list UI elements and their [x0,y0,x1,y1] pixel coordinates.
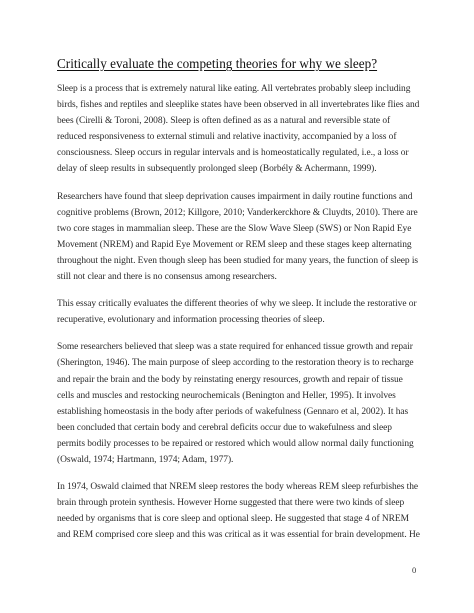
text-line: cells and muscles and restocking neurochemicals (Benington and Heller, 1995). It involves [57,390,396,401]
text-line: and repair the brain and the body by reinstating energy resources, growth and repair of tissue [57,374,403,385]
text-line: throughout the night. Even though sleep has been studied for many years, the function of sleep is [57,255,419,266]
text-line: (Sherington, 1946). The main purpose of sleep according to the restoration theory is to recharge [57,358,414,369]
text-line: Some researchers believed that sleep was a state required for enhanced tissue growth and repair [57,342,413,353]
text-line: and REM comprised core sleep and this was critical as it was essential for brain development. He [57,530,420,541]
text-line: still not clear and there is no consensus among researchers. [57,272,277,283]
text-line: birds, fishes and reptiles and sleeplike states have been observed in all invertebrates like flies and [57,100,420,111]
text-line: In 1974, Oswald claimed that NREM sleep restores the body whereas REM sleep refurbishes the [57,482,419,493]
text-line: This essay critically evaluates the different theories of why we sleep. It include the restorative or [57,299,417,310]
text-line: two core stages in mammalian sleep. These are the Slow Wave Sleep (SWS) or Non Rapid Eye [57,223,412,234]
paragraph-introduction [57,81,429,178]
text-line: (Oswald, 1974; Hartmann, 1974; Adam, 1977). [57,454,234,465]
text-line: Sleep is a process that is extremely natural like eating. All vertebrates probably sleep including [57,84,411,94]
text-line: Researchers have found that sleep deprivation causes impairment in daily routine functions and [57,191,413,202]
text-line: Movement (NREM) and Rapid Eye Movement or REM sleep and these stages keep alternating [57,239,412,250]
text-line: cognitive problems (Brown, 2012; Killgore, 2010; Vanderkerckhore & Cluydts, 2010). There are [57,207,418,218]
essay-title: Critically evaluate the competing theories for why we sleep? [57,56,378,71]
paragraph-sleep-stages [57,189,429,286]
text-line: been concluded that certain body and cerebral deficits occur due to wakefulness and sleep [57,422,392,433]
text-line: delay of sleep results in subsequently prolonged sleep (Borbély & Achermann, 1999). [57,164,377,175]
page-number: 0 [412,565,417,575]
paragraph-essay-scope [57,296,429,328]
text-line: bees (Cirelli & Toroni, 2008). Sleep is often defined as as a natural and reversible state of [57,116,391,127]
text-line: permits bodily processes to be repaired or restored which would allow normal daily functioning [57,438,414,449]
text-line: needed by organisms that is core sleep and optional sleep. He suggested that stage 4 of NREM [57,514,409,525]
paragraph-restoration-theory [57,339,429,468]
text-line: establishing homeostasis in the body after periods of wakefulness (Gennaro et al, 2002). It has [57,406,409,417]
text-line: reduced responsiveness to external stimuli and relative inactivity, accompanied by a loss of [57,132,397,143]
paragraph-oswald-horne [57,479,429,543]
text-line: consciousness. Sleep occurs in regular intervals and is homeostatically regulated, i.e., a loss or [57,148,409,159]
text-line: recuperative, evolutionary and information processing theories of sleep. [57,315,325,326]
essay-body [57,81,429,554]
text-line: brain through protein synthesis. However Horne suggested that there were two kinds of sleep [57,498,405,509]
